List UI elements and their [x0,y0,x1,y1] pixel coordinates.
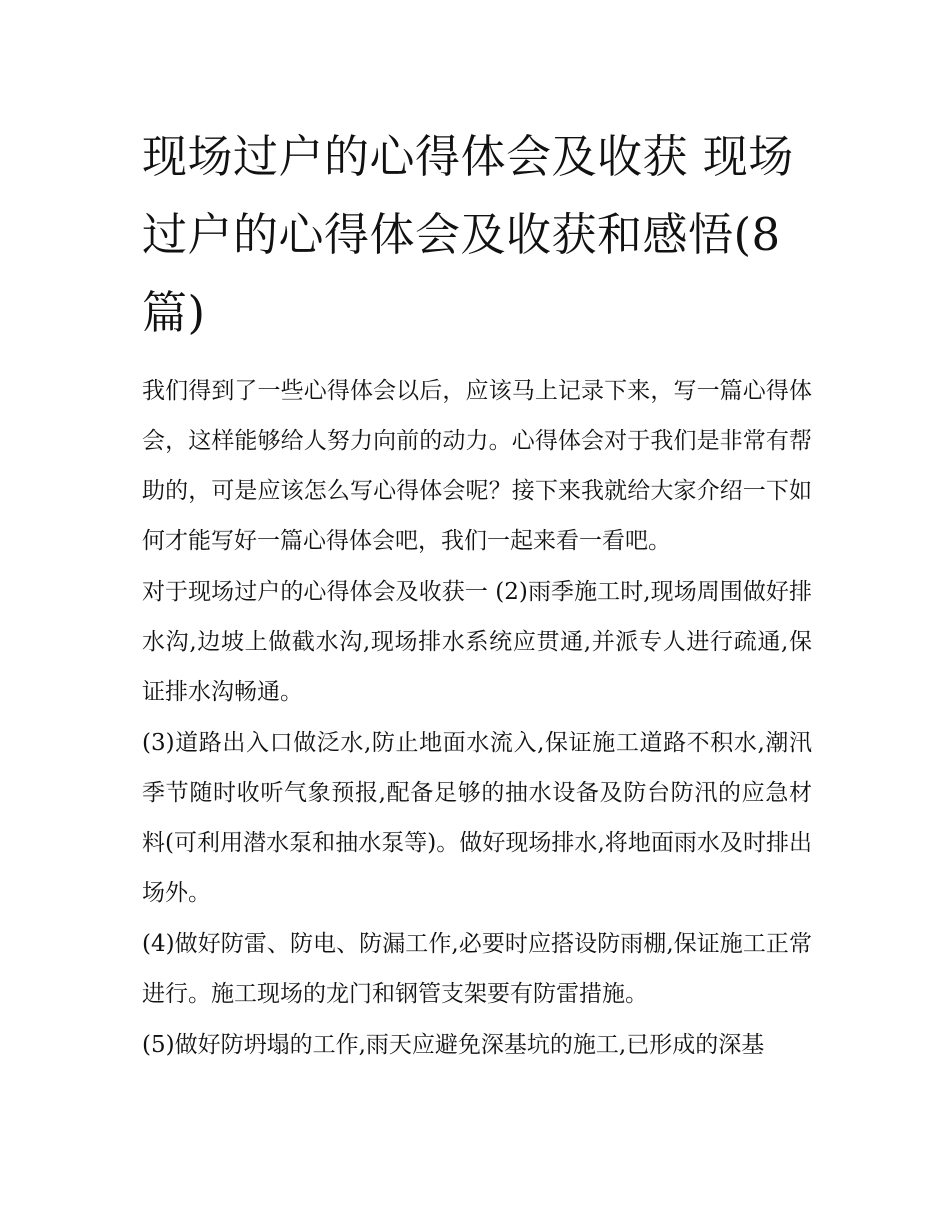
paragraph-item-5: (5)做好防坍塌的工作,雨天应避免深基坑的施工,已形成的深基 [142,1032,765,1058]
paragraph-item-3: (3)道路出入口做泛水,防止地面水流入,保证施工道路不积水,潮汛季节随时收听气象预报,配备足够的抽水设备及防台防汛的应急材料(可利用潜水泵和抽水泵等)。做好现场排水,将地面雨水及时排出场外。 [142,730,812,906]
document-page [142,118,812,1071]
paragraph-item-4: (4)做好防雷、防电、防漏工作,必要时应搭设防雨棚,保证施工正常进行。施工现场的龙门和钢管支架要有防雷措施。 [142,931,812,1007]
paragraph-item-2: 对于现场过户的心得体会及收获一 (2)雨季施工时,现场周围做好排水沟,边坡上做截水沟,现场排水系统应贯通,并派专人进行疏通,保证排水沟畅通。 [142,579,812,705]
paragraph-intro: 我们得到了一些心得体会以后，应该马上记录下来，写一篇心得体会，这样能够给人努力向前的动力。心得体会对于我们是非常有帮助的，可是应该怎么写心得体会呢？接下来我就给大家介绍一下如何才能写好一篇心得体会吧，我们一起来看一看吧。 [142,378,812,554]
document-title: 现场过户的心得体会及收获 现场过户的心得体会及收获和感悟(8篇) [142,130,794,339]
